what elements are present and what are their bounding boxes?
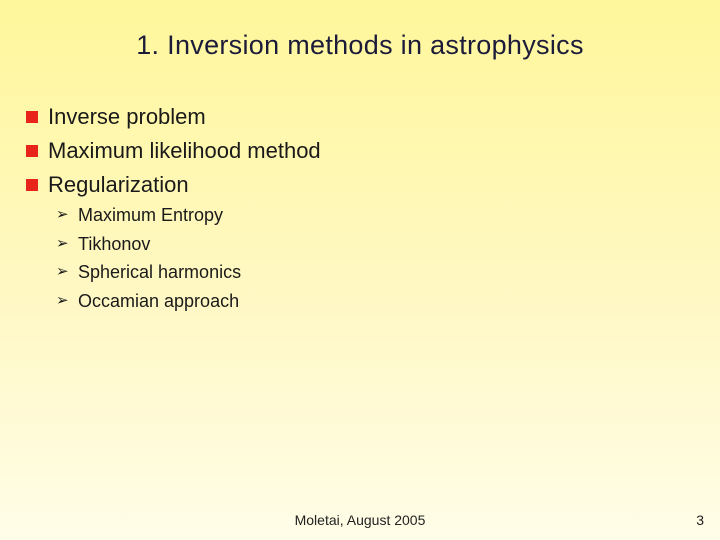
bullet-item [26, 100, 321, 134]
sub-bullet-text: Maximum Entropy [78, 205, 224, 225]
sub-bullet-text: Occamian approach [78, 291, 240, 312]
arrow-head-icon: ➢ [56, 234, 69, 252]
red-square-icon [26, 145, 38, 157]
sub-bullet-list [56, 201, 241, 316]
sub-bullet-text: Spherical harmonics [78, 262, 242, 283]
bullet-item [26, 134, 321, 168]
bullet-text: Regularization [48, 172, 189, 197]
bullet-text: Maximum likelihood method [48, 138, 321, 163]
slide-title: 1. Inversion methods in astrophysics [136, 30, 584, 60]
red-square-icon [26, 179, 38, 191]
sub-bullet-item [56, 287, 241, 316]
arrow-head-icon: ➢ [56, 292, 69, 310]
slide-footer: Moletai, August 2005 [294, 512, 426, 528]
page-number: 3 [696, 512, 704, 528]
sub-bullet-item [56, 230, 241, 259]
bullet-text: Inverse problem [48, 104, 206, 129]
sub-bullet-text: Tikhonov [78, 233, 151, 254]
bullet-item [26, 168, 321, 202]
red-square-icon [26, 111, 38, 123]
arrow-head-icon: ➢ [56, 206, 69, 223]
bullet-list [26, 100, 321, 202]
arrow-head-icon: ➢ [56, 263, 69, 281]
sub-bullet-item [56, 201, 241, 230]
sub-bullet-item [56, 258, 241, 287]
